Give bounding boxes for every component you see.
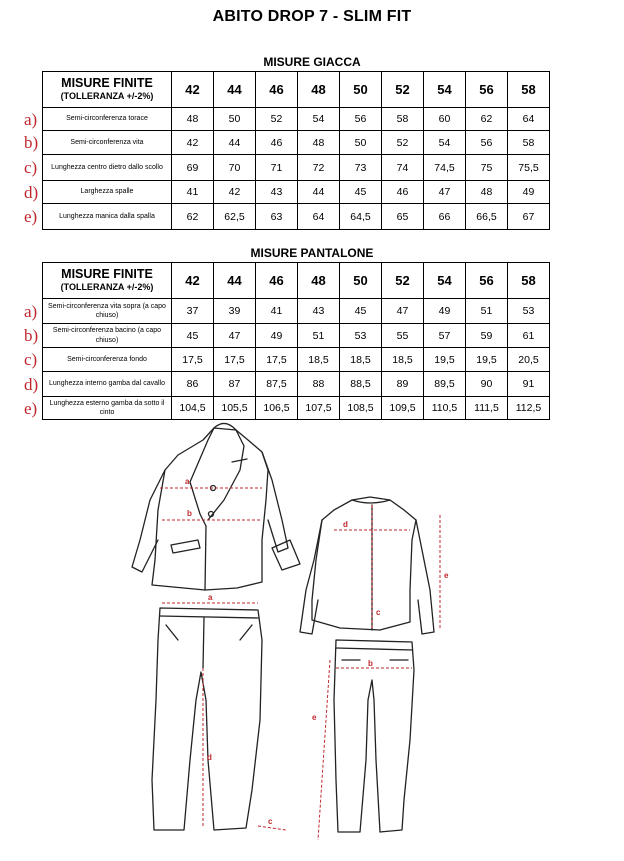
jacket-back-label-c: c [376,608,381,617]
measure-value: 75,5 [508,155,550,181]
measure-value: 49 [424,299,466,324]
size-header: 46 [256,72,298,108]
size-header: 52 [382,263,424,299]
header-main: MISURE FINITE [61,76,153,91]
measurement-letters [185,477,449,826]
measure-value: 62 [466,108,508,131]
measure-value: 53 [340,324,382,348]
measure-value: 44 [298,181,340,204]
measure-value: 105,5 [214,397,256,420]
jacket-back-label-d: d [343,520,348,529]
size-header: 56 [466,72,508,108]
measure-value: 65 [382,204,424,230]
jacket-back-label-e: e [444,571,449,580]
measure-value: 51 [466,299,508,324]
measure-value: 48 [466,181,508,204]
row-letter: c) [24,350,38,369]
measure-value: 58 [508,131,550,155]
measure-value: 74 [382,155,424,181]
size-header: 42 [172,263,214,299]
header-tolerance: (TOLLERANZA +/-2%) [60,282,154,293]
trousers-section-title: MISURE PANTALONE [250,246,374,260]
measure-value: 75 [466,155,508,181]
measure-value: 66 [424,204,466,230]
measure-value: 39 [214,299,256,324]
measure-value: 88,5 [340,372,382,397]
measure-value: 45 [340,299,382,324]
row-letter: d) [24,182,39,202]
size-header: 52 [382,72,424,108]
measure-label: Lunghezza esterno gamba da sotto il cinto [43,397,172,420]
size-header: 50 [340,72,382,108]
jacket-section-title: MISURE GIACCA [263,55,361,69]
measure-value: 91 [508,372,550,397]
measure-value: 86 [172,372,214,397]
measure-value: 61 [508,324,550,348]
measure-value: 57 [424,324,466,348]
measure-value: 87,5 [256,372,298,397]
measure-value: 59 [466,324,508,348]
size-header: 58 [508,263,550,299]
measure-value: 109,5 [382,397,424,420]
measure-value: 20,5 [508,348,550,372]
measure-value: 110,5 [424,397,466,420]
measure-value: 63 [256,204,298,230]
measure-value: 71 [256,155,298,181]
measure-value: 49 [508,181,550,204]
row-letter: b) [24,326,39,345]
measure-label: Semi-circonferenza vita [43,131,172,155]
measure-value: 87 [214,372,256,397]
size-header: 56 [466,263,508,299]
measure-value: 44 [214,131,256,155]
measure-value: 42 [172,131,214,155]
measure-value: 60 [424,108,466,131]
measure-value: 56 [340,108,382,131]
measure-value: 51 [298,324,340,348]
size-header: 44 [214,72,256,108]
measure-value: 112,5 [508,397,550,420]
measure-label: Semi-circonferenza vita sopra (a capo chiuso) [43,299,172,324]
size-header: 42 [172,72,214,108]
measure-label: Semi-circonferenza fondo [43,348,172,372]
measure-value: 37 [172,299,214,324]
row-letter: c) [24,158,38,177]
measure-value: 47 [424,181,466,204]
measure-value: 53 [508,299,550,324]
jacket-front-label-b: b [187,509,192,518]
trousers-front-label-d: d [207,753,212,762]
measure-value: 52 [256,108,298,131]
trousers-front-label-a: a [208,593,213,602]
measurement-lines [160,488,440,840]
measure-value: 48 [172,108,214,131]
measure-value: 49 [256,324,298,348]
measure-value: 50 [214,108,256,131]
measure-value: 42 [214,181,256,204]
measure-value: 43 [298,299,340,324]
measure-value: 73 [340,155,382,181]
measure-value: 56 [466,131,508,155]
header-tolerance: (TOLLERANZA +/-2%) [60,91,154,102]
jacket-front-label-a: a [185,477,190,486]
jacket-back-drawing [300,497,434,634]
trousers-back-label-e: e [312,713,317,722]
trousers-front-label-c: c [268,817,273,826]
measure-value: 104,5 [172,397,214,420]
measure-value: 69 [172,155,214,181]
measure-value: 58 [382,108,424,131]
measure-value: 70 [214,155,256,181]
size-header: 48 [298,263,340,299]
measure-value: 50 [340,131,382,155]
measure-label: Larghezza spalle [43,181,172,204]
measure-value: 67 [508,204,550,230]
measure-value: 18,5 [340,348,382,372]
measure-value: 46 [382,181,424,204]
measure-value: 45 [340,181,382,204]
size-header: 46 [256,263,298,299]
row-letter: a) [24,301,38,321]
measure-value: 43 [256,181,298,204]
measure-value: 64,5 [340,204,382,230]
measure-label: Lunghezza centro dietro dallo scollo [43,155,172,181]
measure-value: 47 [214,324,256,348]
measure-value: 54 [424,131,466,155]
measure-value: 62,5 [214,204,256,230]
row-letter: e) [24,207,38,226]
measure-value: 89 [382,372,424,397]
measure-value: 18,5 [382,348,424,372]
measure-value: 48 [298,131,340,155]
size-header: 44 [214,263,256,299]
measure-value: 74,5 [424,155,466,181]
measure-value: 72 [298,155,340,181]
measure-value: 89,5 [424,372,466,397]
row-letter: d) [24,374,39,394]
measure-value: 108,5 [340,397,382,420]
measure-value: 90 [466,372,508,397]
header-main: MISURE FINITE [61,267,153,282]
measure-value: 88 [298,372,340,397]
page-title: ABITO DROP 7 - SLIM FIT [212,8,412,25]
size-header: 58 [508,72,550,108]
measure-value: 62 [172,204,214,230]
size-header: 48 [298,72,340,108]
measure-value: 66,5 [466,204,508,230]
measure-value: 45 [172,324,214,348]
measure-label: Lunghezza interno gamba dal cavallo [43,372,172,397]
measure-value: 18,5 [298,348,340,372]
size-header: 54 [424,72,466,108]
trousers-back-drawing [334,640,414,832]
measure-value: 17,5 [256,348,298,372]
size-header: 50 [340,263,382,299]
row-letter: b) [24,133,39,152]
size-header: 54 [424,263,466,299]
measure-value: 55 [382,324,424,348]
measure-value: 64 [298,204,340,230]
measure-value: 19,5 [424,348,466,372]
measure-value: 46 [256,131,298,155]
measure-value: 54 [298,108,340,131]
measure-value: 106,5 [256,397,298,420]
measure-value: 19,5 [466,348,508,372]
jacket-front-drawing [132,423,300,590]
row-letter: a) [24,109,38,129]
measure-value: 47 [382,299,424,324]
measure-label: Lunghezza manica dalla spalla [43,204,172,230]
measure-value: 64 [508,108,550,131]
measure-value: 52 [382,131,424,155]
row-letter: e) [24,398,38,418]
measure-label: Semi-circonferenza torace [43,108,172,131]
measure-value: 111,5 [466,397,508,420]
measure-label: Semi-circonferenza bacino (a capo chiuso) [43,324,172,348]
measure-value: 41 [256,299,298,324]
measure-value: 107,5 [298,397,340,420]
measure-value: 41 [172,181,214,204]
measure-value: 17,5 [214,348,256,372]
trousers-back-label-b: b [368,659,373,668]
trousers-front-drawing [152,608,262,830]
measure-value: 17,5 [172,348,214,372]
